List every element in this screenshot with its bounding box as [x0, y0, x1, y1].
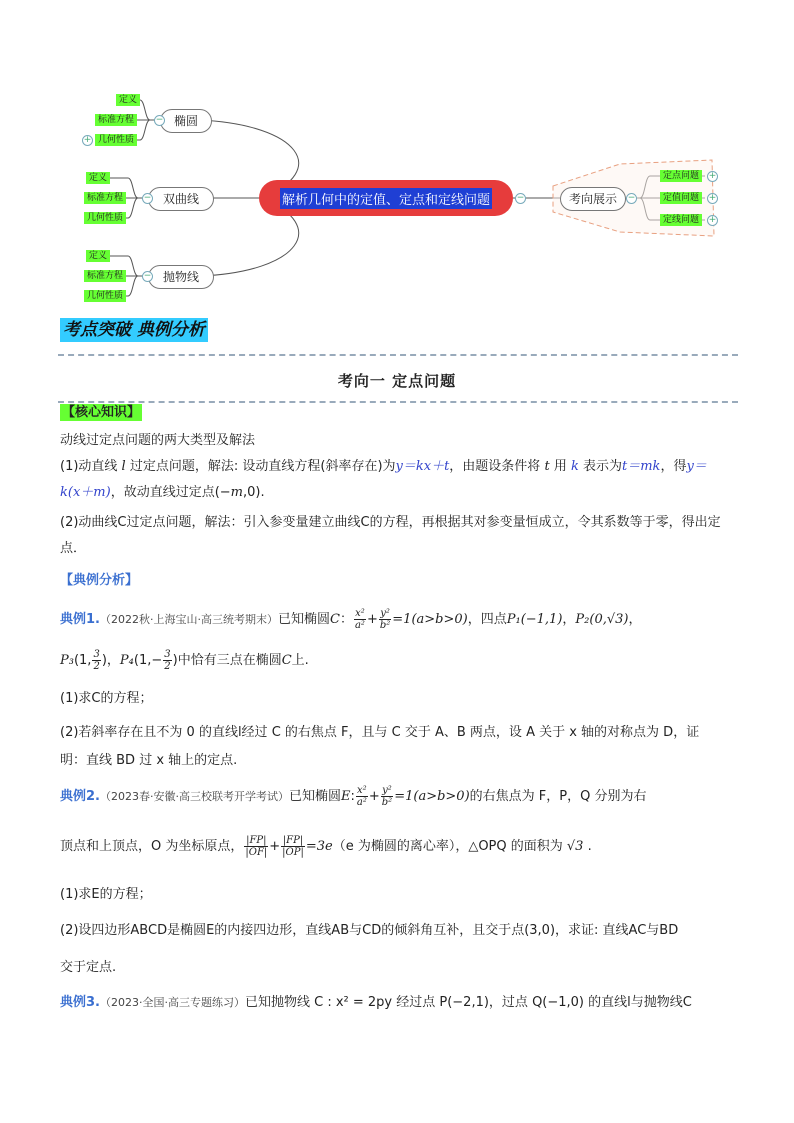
example-3-line1 — [60, 990, 740, 1016]
text: 上. — [291, 653, 309, 668]
core-paragraph-2: (2)动曲线C过定点问题，解法：引入参变量建立曲线C的方程，再根据其对参变量恒成立，令其系数等于零，得出定点． — [60, 515, 721, 556]
core-paragraph-1: (1)动直线 l 过定点问题，解法: 设动直线方程(斜率存在)为y＝kx＋t，由题设条件将 t 用 k 表示为t＝mk，得y＝ k(x＋m)，故动直线过定点(−m,0). — [60, 459, 707, 500]
example-1-line2: P₃(1, $\frac{3}{2}$ )，P₄(1,− $\frac{3}{2}$ )中恰有三点在椭圆C上. — [60, 649, 309, 672]
example-2-line1: 典例2.（2023春·安徽·高三校联考开学考试）已知椭圆E: $\frac{\text{x²}}{\text{a²}}$ + $\frac{\text{y²}}{\text{b²}}$ =1(a>b>0)的右焦点为 F，P，Q 分别为右 — [60, 785, 647, 808]
mindmap-leaf: 定值问题 — [660, 192, 702, 204]
text: 过定点问题，解法: 设动直线方程(斜率存在)为 — [129, 459, 396, 474]
expand-icon[interactable]: − — [143, 193, 152, 203]
expand-icon[interactable]: + — [708, 171, 717, 181]
example-1-q2a: (2)若斜率存在且不为 0 的直线l经过 C 的右焦点 F，且与 C 交于 A、B 两点，设 A 关于 x 轴的对称点为 D，证 — [60, 725, 700, 740]
topic-title: 考向一 定点问题 — [337, 372, 457, 390]
mindmap-leaf: 定义 — [116, 94, 140, 106]
mindmap-node-parabola — [148, 265, 214, 289]
divider — [58, 401, 738, 403]
example-2-line2: 顶点和上顶点，O 为坐标原点， $\frac{|FP|}{|OF|}$ + $\frac{|FP|}{|OP|}$ =3e（e 为椭圆的离心率），△OPQ 的面积为 √3 . — [60, 835, 592, 858]
examples-tag-text: 【典例分析】 — [60, 573, 139, 588]
mindmap-center-node — [259, 180, 513, 216]
expand-icon[interactable]: − — [143, 271, 152, 281]
text: ，故动直线过定点(− — [110, 485, 231, 500]
mindmap-node-label: 抛物线 — [162, 270, 199, 284]
mindmap-leaf: 定义 — [86, 250, 110, 262]
mindmap-leaf: 几何性质 — [84, 290, 126, 302]
core-intro-text: 动线过定点问题的两大类型及解法 — [60, 433, 256, 448]
text: (1)动直线 — [60, 459, 118, 474]
divider — [58, 354, 738, 356]
example-1-line1: 典例1.（2022秋·上海宝山·高三统考期末）已知椭圆C： $\frac{\text{x²}}{\text{a²}}$ + $\frac{\text{y²}}{\text{b²}}$ =1(a>b>0)，四点P₁(−1,1)，P₂(0,√3)， — [60, 608, 642, 631]
mindmap-node-label: 椭圆 — [173, 114, 198, 128]
example-label: 典例2. — [60, 789, 100, 804]
text: 已知椭圆 — [288, 789, 341, 804]
mindmap-node-directions — [560, 187, 626, 211]
example-label: 典例1. — [60, 612, 100, 627]
text: ，得 — [660, 459, 687, 474]
mindmap-leaf: 定线问题 — [660, 214, 702, 226]
text: 已知椭圆 — [277, 612, 330, 627]
mindmap-connectors — [0, 0, 794, 310]
text: 用 — [553, 459, 567, 474]
text: （e 为椭圆的离心率），△OPQ 的面积为 — [332, 839, 563, 854]
example-source: （2023·全国·高三专题练习） — [99, 996, 245, 1009]
mindmap-node-hyperbola — [148, 187, 214, 211]
text: 的右焦点为 F，P，Q 分别为右 — [469, 789, 647, 804]
mindmap-node-label: 考向展示 — [568, 192, 617, 206]
example-2-q1: (1)求E的方程； — [60, 887, 152, 902]
example-1-q2b: 明：直线 BD 过 x 轴上的定点. — [60, 753, 238, 768]
mindmap-node-label: 双曲线 — [162, 192, 199, 206]
core-intro — [60, 428, 740, 454]
mindmap-leaf: 标准方程 — [95, 114, 137, 126]
expand-icon[interactable]: − — [516, 193, 525, 203]
text: 已知抛物线 C : x² = 2py 经过点 P(−2,1)，过点 Q(−1,0) 的直线l与抛物线C — [244, 995, 692, 1010]
text: ，由题设条件将 — [449, 459, 541, 474]
text: 顶点和上顶点，O 为坐标原点， — [60, 839, 244, 854]
mindmap-leaf: 几何性质 — [84, 212, 126, 224]
example-label: 典例3. — [60, 995, 100, 1010]
mindmap-node-ellipse — [160, 109, 212, 133]
examples-tag — [60, 568, 740, 594]
mindmap-leaf: 标准方程 — [84, 192, 126, 204]
mindmap-leaf: 定义 — [86, 172, 110, 184]
core-knowledge-tag: 【核心知识】 — [62, 405, 141, 420]
mindmap-leaf: 标准方程 — [84, 270, 126, 282]
example-1-q1: (1)求C的方程； — [60, 691, 153, 706]
text: ，四点 — [467, 612, 507, 627]
text: 中恰有三点在椭圆 — [177, 653, 282, 668]
example-source: （2022秋·上海宝山·高三统考期末） — [99, 613, 278, 626]
expand-icon[interactable]: − — [155, 115, 164, 125]
text: ). — [255, 485, 265, 500]
example-source: （2023春·安徽·高三校联考开学考试） — [99, 790, 289, 803]
text: 表示为 — [582, 459, 622, 474]
expand-icon[interactable]: − — [627, 193, 636, 203]
expand-icon[interactable]: + — [708, 193, 717, 203]
mindmap-leaf: 几何性质 — [95, 134, 137, 146]
example-2-q2a: (2)设四边形ABCD是椭圆E的内接四边形，直线AB与CD的倾斜角互补，且交于点(3,0)，求证: 直线AC与BD — [60, 923, 679, 938]
mindmap-center-label: 解析几何中的定值、定点和定线问题 — [280, 188, 492, 209]
section-header: 考点突破 典例分析 — [60, 318, 208, 342]
expand-icon[interactable]: + — [83, 135, 92, 145]
mindmap-leaf: 定点问题 — [660, 170, 702, 182]
expand-icon[interactable]: + — [708, 215, 717, 225]
example-2-q2b: 交于定点. — [60, 960, 117, 975]
